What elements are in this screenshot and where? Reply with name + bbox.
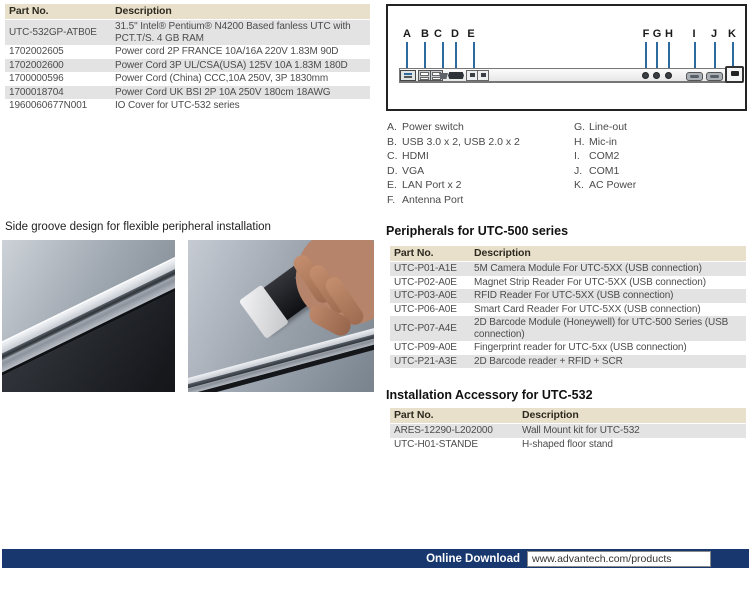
legend-item: C. HDMI bbox=[387, 150, 429, 163]
port-label-c: C bbox=[434, 28, 442, 40]
port-label-k: K bbox=[728, 28, 736, 40]
table-row bbox=[390, 262, 746, 276]
port-label-b: B bbox=[421, 28, 429, 40]
legend-item: A. Power switch bbox=[387, 121, 464, 133]
part-no-cell: 1702002605 bbox=[9, 46, 64, 57]
table-row bbox=[5, 59, 370, 73]
part-no-cell: UTC-P02-A0E bbox=[394, 276, 457, 288]
leader-line bbox=[442, 42, 444, 69]
part-no-cell: 1702002600 bbox=[9, 59, 64, 71]
port-label-j: J bbox=[710, 28, 718, 40]
description-cell: 5M Camera Module For UTC-5XX (USB connection) bbox=[474, 263, 702, 274]
description-cell: Fingerprint reader for UTC-5xx (USB connection) bbox=[474, 342, 687, 353]
legend-item: I. COM2 bbox=[574, 150, 620, 163]
part-no-cell: UTC-P21-A3E bbox=[394, 355, 457, 367]
io-legend-left bbox=[387, 122, 567, 210]
monitor-edge bbox=[2, 240, 175, 392]
online-download-label: Online Download bbox=[426, 552, 520, 565]
table-row bbox=[390, 438, 746, 452]
leader-line bbox=[656, 42, 658, 69]
ac-power-inlet bbox=[725, 66, 744, 83]
table-row bbox=[390, 424, 746, 438]
table-header-row bbox=[5, 4, 370, 20]
port-label-i: I bbox=[692, 28, 696, 40]
lan-port bbox=[477, 70, 489, 81]
leader-line bbox=[645, 42, 647, 69]
peripherals-title: Peripherals for UTC-500 series bbox=[386, 224, 569, 238]
part-no-header: Part No. bbox=[9, 5, 49, 17]
part-no-header: Part No. bbox=[394, 409, 434, 421]
com2-port bbox=[686, 72, 703, 81]
description-cell: H-shaped floor stand bbox=[522, 438, 613, 450]
table-row bbox=[5, 45, 370, 59]
io-legend-right bbox=[574, 122, 724, 195]
legend-item: B. USB 3.0 x 2, USB 2.0 x 2 bbox=[387, 135, 520, 148]
leader-line bbox=[424, 42, 426, 69]
table-header-row bbox=[390, 246, 746, 262]
part-no-cell: UTC-P07-A4E bbox=[394, 322, 457, 334]
leader-line bbox=[406, 42, 408, 69]
table-row bbox=[5, 99, 370, 113]
legend-item: F. Antenna Port bbox=[387, 193, 464, 206]
io-panel-diagram bbox=[386, 4, 747, 111]
leader-line bbox=[732, 42, 734, 69]
description-cell: 2D Barcode Module (Honeywell) for UTC-500 Series (USB connection) bbox=[474, 317, 729, 340]
legend-item: J. COM1 bbox=[574, 164, 620, 177]
table-row bbox=[5, 20, 370, 45]
legend-item: G. Line-out bbox=[574, 121, 627, 133]
leader-line bbox=[694, 42, 696, 69]
description-cell: Power Cord (China) CCC,10A 250V, 3P 1830mm bbox=[115, 73, 329, 84]
line-out-port bbox=[653, 72, 660, 79]
description-header: Description bbox=[522, 409, 579, 421]
part-no-header: Part No. bbox=[394, 247, 434, 259]
peripherals-table bbox=[390, 246, 746, 368]
table-row bbox=[390, 303, 746, 317]
description-cell: Power Cord UK BSI 2P 10A 250V 180cm 18AWG bbox=[115, 86, 331, 98]
com1-port bbox=[706, 72, 723, 81]
photo-side-groove-closeup bbox=[2, 240, 175, 392]
part-no-cell: 1700000596 bbox=[9, 73, 64, 84]
description-cell: Wall Mount kit for UTC-532 bbox=[522, 425, 640, 436]
online-download-bar bbox=[2, 549, 749, 568]
part-no-cell: UTC-P09-A0E bbox=[394, 342, 457, 353]
port-label-f: F bbox=[642, 28, 650, 40]
description-cell: 2D Barcode reader + RFID + SCR bbox=[474, 355, 623, 367]
antenna-port bbox=[642, 72, 649, 79]
part-no-cell: UTC-P03-A0E bbox=[394, 290, 457, 301]
power-switch-port bbox=[400, 70, 416, 81]
description-cell: Magnet Strip Reader For UTC-5XX (USB connection) bbox=[474, 276, 706, 288]
table-row bbox=[390, 316, 746, 341]
table-row bbox=[390, 289, 746, 303]
installation-table bbox=[390, 408, 746, 451]
description-cell: Power cord 2P FRANCE 10A/16A 220V 1.83M 90D bbox=[115, 46, 339, 57]
part-no-cell: UTC-P01-A1E bbox=[394, 263, 457, 274]
table-row bbox=[5, 86, 370, 100]
download-url-box[interactable] bbox=[527, 551, 711, 567]
description-header: Description bbox=[474, 247, 531, 259]
legend-item: K. AC Power bbox=[574, 179, 637, 192]
mic-in-port bbox=[665, 72, 672, 79]
table-header-row bbox=[390, 408, 746, 424]
ordering-table bbox=[5, 4, 370, 113]
table-row bbox=[390, 355, 746, 369]
port-label-e: E bbox=[467, 28, 475, 40]
port-label-g: G bbox=[652, 28, 662, 40]
part-no-cell: 1960060677N001 bbox=[9, 100, 88, 111]
description-cell: Smart Card Reader For UTC-5XX (USB connection) bbox=[474, 303, 701, 315]
vga-port bbox=[448, 72, 464, 79]
description-cell: IO Cover for UTC-532 series bbox=[115, 100, 240, 111]
legend-item: E. LAN Port x 2 bbox=[387, 179, 462, 192]
leader-line bbox=[668, 42, 670, 69]
description-header: Description bbox=[115, 5, 172, 17]
port-label-h: H bbox=[665, 28, 673, 40]
download-url[interactable]: www.advantech.com/products bbox=[532, 552, 672, 565]
leader-line bbox=[473, 42, 475, 69]
port-label-a: A bbox=[403, 28, 411, 40]
table-row bbox=[5, 72, 370, 86]
part-no-cell: UTC-P06-A0E bbox=[394, 303, 457, 315]
description-cell: 31.5" Intel® Pentium® N4200 Based fanless UTC with PCT.T/S. 4 GB RAM bbox=[115, 21, 351, 44]
leader-line bbox=[455, 42, 457, 69]
legend-item: D. VGA bbox=[387, 164, 425, 177]
side-groove-caption: Side groove design for flexible peripheral installation bbox=[5, 221, 271, 233]
photo-peripheral-install bbox=[188, 240, 374, 392]
description-cell: RFID Reader For UTC-5XX (USB connection) bbox=[474, 290, 674, 301]
legend-item: H. Mic-in bbox=[574, 135, 617, 148]
table-row bbox=[390, 341, 746, 355]
part-no-cell: 1700018704 bbox=[9, 86, 64, 98]
part-no-cell: UTC-532GP-ATB0E bbox=[9, 26, 97, 38]
table-row bbox=[390, 276, 746, 290]
installation-title: Installation Accessory for UTC-532 bbox=[386, 388, 593, 402]
description-cell: Power Cord 3P UL/CSA(USA) 125V 10A 1.83M 180D bbox=[115, 59, 348, 71]
leader-line bbox=[714, 42, 716, 69]
module-end-cap bbox=[239, 285, 289, 339]
part-no-cell: ARES-12290-L202000 bbox=[394, 425, 493, 436]
part-no-cell: UTC-H01-STANDE bbox=[394, 438, 478, 450]
port-label-d: D bbox=[451, 28, 459, 40]
